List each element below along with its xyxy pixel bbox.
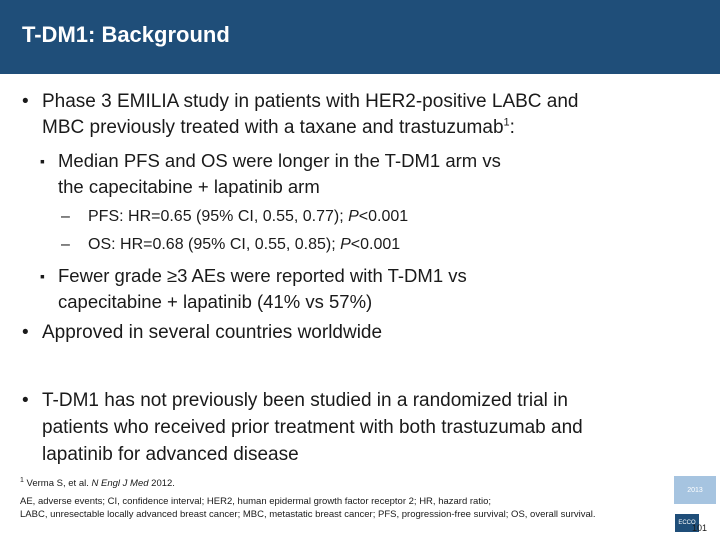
page-number: 101 (692, 523, 708, 533)
pfs-result (88, 208, 408, 226)
slide-title: T-DM1: Background (22, 22, 230, 47)
pfs-p-label: P (348, 208, 359, 225)
dash-bullet: – (61, 208, 70, 225)
abbreviations-line-2: LABC, unresectable locally advanced breast cancer; MBC, metastatic breast cancer; PFS, progression-free survival; OS, overall survival. (20, 509, 596, 520)
bullet-3-line-3: lapatinib for advanced disease (42, 444, 299, 465)
bullet-1-line-2-text: MBC previously treated with a taxane and trastuzumab (42, 117, 504, 138)
round-bullet: • (22, 322, 29, 343)
footnote-year: 2012. (148, 478, 175, 490)
sub-bullet-1-line-2: the capecitabine + lapatinib arm (58, 176, 320, 197)
os-text: OS: HR=0.68 (95% CI, 0.55, 0.85); (88, 236, 341, 253)
dash-bullet: – (61, 236, 70, 253)
abbreviations-line-1: AE, adverse events; CI, confidence interval; HER2, human epidermal growth factor receptor 2; HR, hazard ratio; (20, 496, 492, 507)
title-bar (0, 0, 720, 74)
footnote-journal: N Engl J Med (91, 478, 149, 490)
pfs-text: PFS: HR=0.65 (95% CI, 0.55, 0.77); (88, 208, 349, 225)
round-bullet: • (22, 91, 29, 112)
sub-bullet-2-line-1: Fewer grade ≥3 AEs were reported with T-DM1 vs (58, 265, 467, 286)
sub-bullet-1-line-1: Median PFS and OS were longer in the T-DM1 arm vs (58, 150, 501, 171)
footnote-number: 1 (20, 477, 24, 484)
bullet-3-line-2: patients who received prior treatment with both trastuzumab and (42, 417, 583, 438)
os-p-label: P (340, 236, 351, 253)
footnote-authors: Verma S, et al. (23, 478, 92, 490)
sub-bullet-2-line-2: capecitabine + lapatinib (41% vs 57%) (58, 291, 373, 312)
os-result (88, 236, 400, 254)
pfs-p-value: <0.001 (358, 208, 409, 225)
round-bullet: • (22, 390, 29, 411)
square-bullet: ▪ (40, 268, 45, 284)
bullet-3-line-1: T-DM1 has not previously been studied in a randomized trial in (42, 390, 568, 411)
bullet-1-line-2 (42, 117, 515, 139)
congress-logo: 2013 (674, 476, 716, 504)
bullet-2-line-1: Approved in several countries worldwide (42, 322, 383, 343)
reference-superscript: 1 (503, 116, 510, 129)
square-bullet: ▪ (40, 153, 45, 169)
os-p-value: <0.001 (350, 236, 401, 253)
bullet-1-colon: : (509, 117, 515, 138)
reference-footnote (20, 477, 175, 489)
ecco-logo: ECCO (675, 514, 699, 532)
bullet-1-line-1: Phase 3 EMILIA study in patients with HER2-positive LABC and (42, 91, 579, 112)
